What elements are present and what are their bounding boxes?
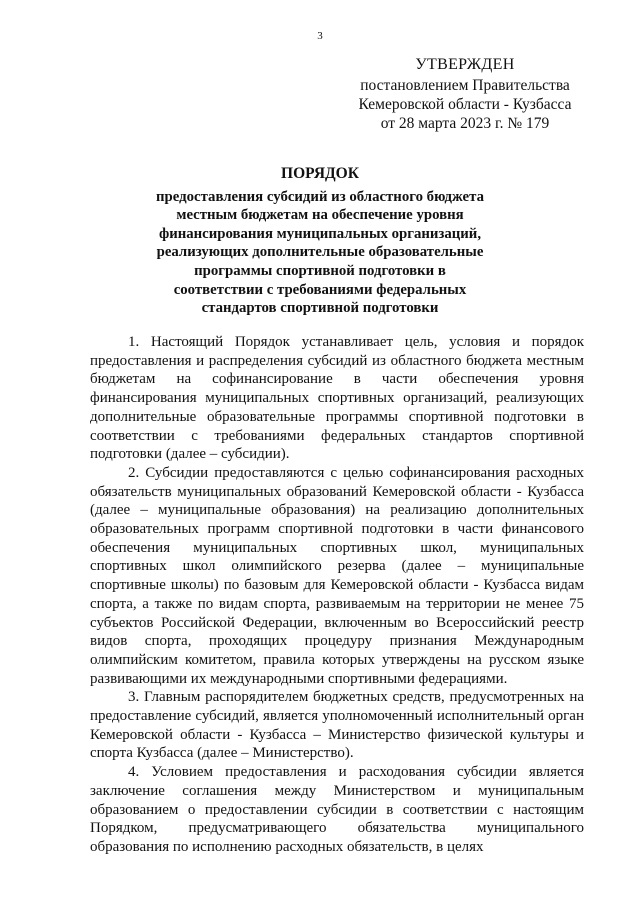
- approval-stamp-title: УТВЕРЖДЕН: [415, 56, 515, 73]
- paragraph-1: 1. Настоящий Порядок устанавливает цель, условия и порядок предоставления и распределения субсидий из областного бюджета местным бюджетам на софинансирование в части обеспечения уровня финансирования муниципальных спортивных организаций, реализующих дополнительные образовательные программы спортивной подготовки в соответствии с требованиями федеральных стандартов спортивной подготовки (далее – субсидии).: [90, 334, 584, 463]
- approval-line-3: от 28 марта 2023 г. № 179: [380, 115, 550, 132]
- page-number: 3: [317, 30, 323, 42]
- title-heading: ПОРЯДОК: [281, 165, 359, 182]
- document-title: [150, 165, 490, 318]
- approval-block: [350, 55, 580, 133]
- document-body: [90, 333, 584, 857]
- paragraph-3: 3. Главным распорядителем бюджетных средств, предусмотренных на предоставление субсидий, является уполномоченный исполнительный орган Кемеровской области - Кузбасса – Министерство физической культуры и спорта Кузбасса (далее – Министерство).: [90, 689, 584, 762]
- approval-line-1: постановлением Правительства: [360, 77, 570, 94]
- approval-line-2: Кемеровской области - Кузбасса: [358, 96, 572, 113]
- paragraph-4: 4. Условием предоставления и расходования субсидии является заключение соглашения между Министерством и муниципальным образованием о предоставлении субсидии в соответствии с настоящим Порядком, предусматривающего обязательства муниципального образования по исполнению расходных обязательств, в целях: [90, 764, 584, 855]
- title-subtitle: предоставления субсидий из областного бюджета местным бюджетам на обеспечение уровня финансирования муниципальных организаций, реализующих дополнительные образовательные программы спортивной подготовки в соответствии с требованиями федеральных стандартов спортивной подготовки: [156, 188, 484, 317]
- paragraph-2: 2. Субсидии предоставляются с целью софинансирования расходных обязательств муниципальных образований Кемеровской области - Кузбасса (далее – муниципальные образования) на реализацию дополнительных образовательных программ спортивной подготовки в части финансового обеспечения муниципальных спортивных школ, муниципальных спортивных школ олимпийского резерва (далее – муниципальные спортивные школы) по базовым для Кемеровской области - Кузбасса видам спорта, а также по видам спорта, развиваемым на территории не менее 75 субъектов Российской Федерации, включенным во Всероссийский реестр видов спорта, проходящих процедуру признания Международным олимпийским комитетом, правила которых утверждены на русском языке развивающими их международными спортивными федерациями.: [90, 464, 584, 687]
